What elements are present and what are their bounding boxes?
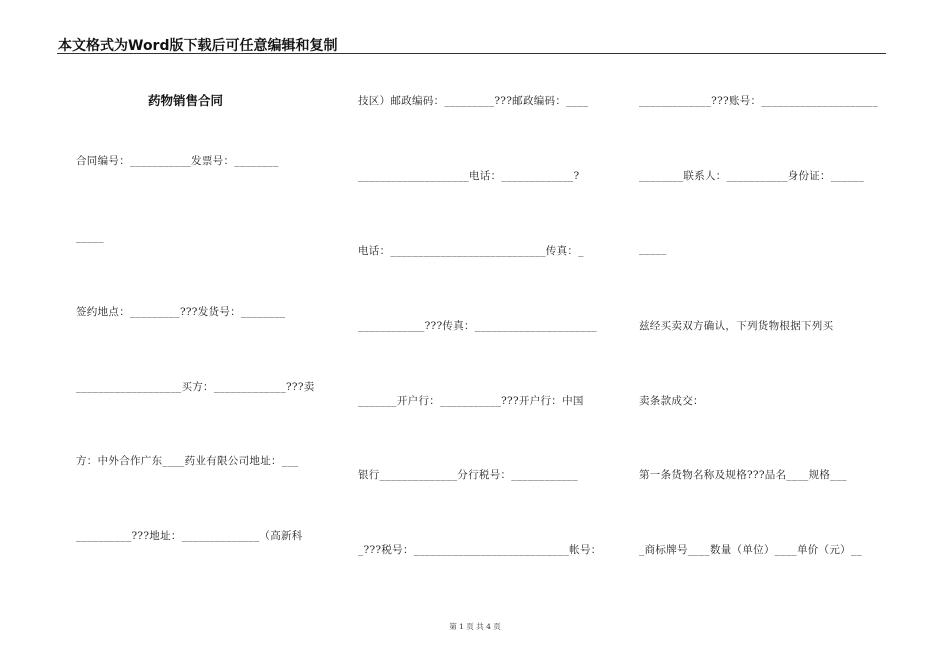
- text-line: 签约地点：_________???发货号：________: [76, 306, 286, 318]
- text-line: ________联系人：___________身份证：______: [639, 170, 865, 182]
- text-line: 电话：____________________________传真：_: [358, 245, 584, 257]
- text-line: _____: [639, 243, 667, 255]
- header-rule: [57, 53, 886, 54]
- page-header-title: 本文格式为Word版下载后可任意编辑和复制: [58, 38, 338, 54]
- text-line: 兹经买卖双方确认，下列货物根据下列买: [639, 320, 834, 332]
- text-line: _____________???账号：_____________________: [639, 95, 878, 107]
- text-line: _???税号：____________________________帐号：: [358, 544, 602, 556]
- text-line: 银行______________分行税号：____________: [358, 469, 578, 481]
- text-line: ____________???传真：______________________: [358, 320, 597, 332]
- document-title: 药物销售合同: [148, 93, 224, 108]
- page-number-footer: 第 1 页 共 4 页: [449, 622, 501, 631]
- text-line: 卖条款成交：: [639, 395, 704, 407]
- text-line: ____________________电话：_____________?: [358, 170, 580, 182]
- text-line: 第一条货物名称及规格???品名____规格___: [639, 469, 847, 481]
- text-line: _______开户行：___________???开户行：中国: [358, 395, 584, 407]
- text-line: _商标牌号____数量（单位）____单价（元）__: [639, 544, 863, 556]
- text-line: ___________________买方：_____________???卖: [76, 381, 315, 393]
- text-line: __________???地址：______________（高新科: [76, 530, 303, 542]
- text-line: 方：中外合作广东____药业有限公司地址：___: [76, 455, 299, 467]
- text-line: 技区）邮政编码：_________???邮政编码：____: [358, 95, 589, 107]
- text-line: _____: [76, 231, 104, 243]
- text-line: 合同编号：___________发票号：________: [76, 155, 279, 167]
